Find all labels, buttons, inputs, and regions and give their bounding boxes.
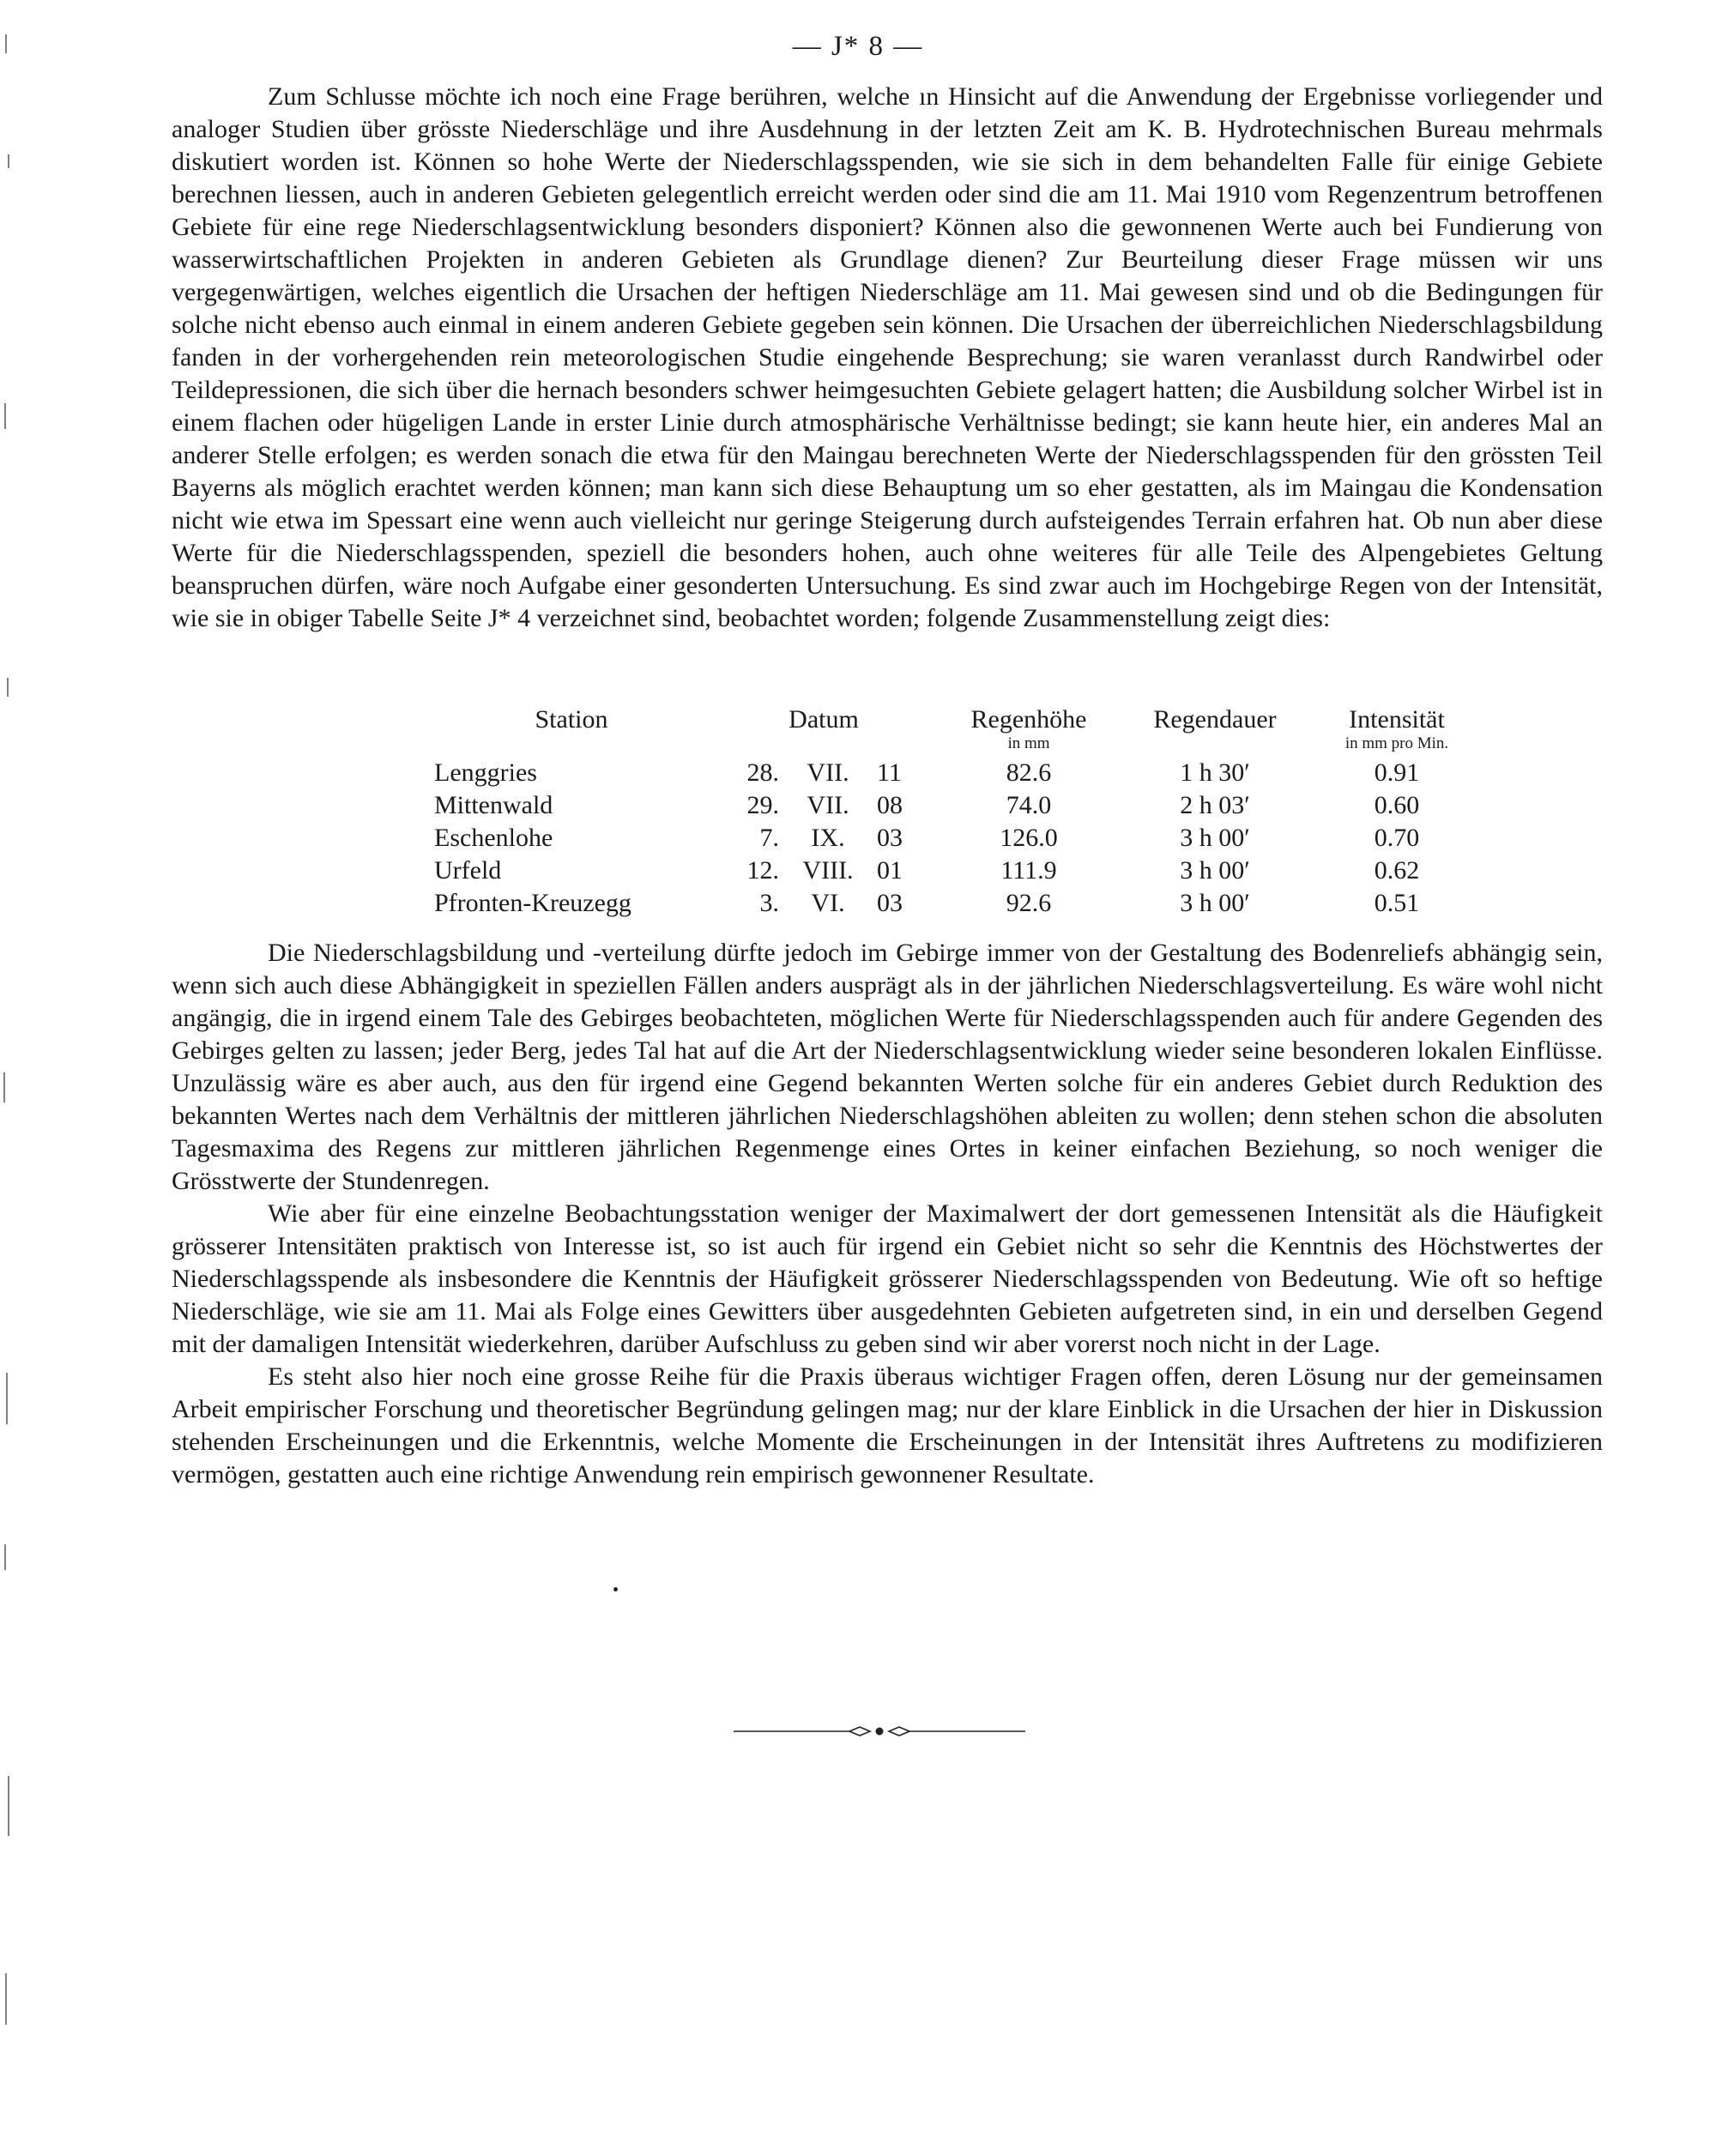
header-intensity: Intensität bbox=[1349, 705, 1445, 734]
date-month: VII. bbox=[807, 758, 849, 787]
station-name: Eschenlohe bbox=[434, 824, 553, 852]
header-height: Regenhöhe bbox=[970, 705, 1087, 734]
rain-duration: 3 h 00′ bbox=[1180, 889, 1250, 917]
header-station: Station bbox=[535, 705, 608, 734]
units-intensity: in mm pro Min. bbox=[1344, 734, 1449, 752]
date-year: 03 bbox=[877, 824, 903, 852]
date-month: VI. bbox=[811, 889, 845, 917]
date-month: VIII. bbox=[802, 856, 854, 885]
table-row bbox=[429, 820, 1488, 853]
station-intensity-table bbox=[429, 702, 1488, 918]
end-ornament bbox=[734, 1725, 1025, 1737]
page-number: — J* 8 — bbox=[792, 31, 924, 62]
date-year: 03 bbox=[877, 889, 903, 917]
rain-height: 74.0 bbox=[1006, 791, 1052, 819]
rain-intensity: 0.51 bbox=[1374, 889, 1420, 917]
date-year: 01 bbox=[877, 856, 903, 885]
header-duration: Regendauer bbox=[1153, 705, 1277, 734]
date-day: 7. bbox=[759, 824, 779, 852]
units-empty bbox=[714, 734, 934, 755]
rain-duration: 1 h 30′ bbox=[1180, 758, 1250, 787]
paragraph: Zum Schlusse möchte ich noch eine Frage berühren, welche ın Hinsicht auf die Anwendung der Ergebnisse vorliegender und analoger Studien über grösste Niederschläge und ihre Ausdehnung in der letzten Zeit am K. B. Hydrotechnischen Bureau mehrmals diskutiert worden ist. Können so hohe Werte der Niederschlagsspenden, wie sie sich in dem behandelten Falle für einige Gebiete berechnen liessen, auch in anderen Gebieten gelegentlich erreicht werden oder sind die am 11. Mai 1910 vom Regenzentrum betroffenen Gebiete für eine rege Niederschlagsentwicklung besonders disponiert? Können also die gewonnenen Werte auch bei Fundierung von wasserwirtschaftlichen Projekten in anderen Gebieten als Grundlage dienen? Zur Beurteilung dieser Frage müssen wir uns vergegenwärtigen, welches eigentlich die Ursachen der heftigen Niederschläge am 11. Mai gewesen sind und ob die Bedingungen für solche nicht ebenso auch einmal in einem anderen Gebiete gegeben sein können. Die Ursachen der überreichlichen Niederschlagsbildung fanden in der vorhergehenden rein meteorologischen Studie eingehende Besprechung; sie waren veranlasst durch Randwirbel oder Teildepressionen, die sich über die hernach besonders schwer heimgesuchten Gebiete gelagert hatten; die Ausbildung solcher Wirbel ist in einem flachen oder hügeligen Lande in erster Linie durch atmosphärische Verhältnisse bedingt; sie kann heute hier, ein anderes Mal an anderer Stelle erfolgen; es werden sonach die etwa für den Maingau berechneten Werte der Niederschlagsspenden für den grössten Teil Bayerns als möglich erachtet werden können; man kann sich diese Behauptung um so eher gestatten, als im Maingau die Kondensation nicht wie etwa im Spessart eine wenn auch vielleicht nur geringe Steigerung durch aufsteigendes Terrain erfahren hat. Ob nun aber diese Werte für die Niederschlagsspenden, speziell die besonders hohen, auch ohne weiteres für alle Teile des Alpengebietes Geltung beanspruchen dürfen, wäre noch Aufgabe einer gesonderten Untersuchung. Es sind zwar auch im Hochgebirge Regen von der Intensität, wie sie in obiger Tabelle Seite J* 4 verzeichnet sind, beobachtet worden; folgende Zusammenstellung zeigt dies: bbox=[172, 82, 1603, 632]
date-day: 3. bbox=[759, 889, 779, 917]
station-name: Lenggries bbox=[434, 758, 537, 787]
table-row bbox=[429, 853, 1488, 885]
body-text-bottom bbox=[172, 937, 1603, 1491]
header-date: Datum bbox=[789, 705, 859, 734]
rain-height: 92.6 bbox=[1006, 889, 1052, 917]
rain-intensity: 0.70 bbox=[1374, 824, 1420, 852]
units-height: in mm bbox=[1007, 734, 1050, 752]
station-name: Pfronten-Kreuzegg bbox=[434, 889, 631, 917]
date-day: 12. bbox=[746, 856, 779, 885]
rain-duration: 3 h 00′ bbox=[1180, 856, 1250, 885]
rain-height: 126.0 bbox=[1000, 824, 1058, 852]
rain-duration: 2 h 03′ bbox=[1180, 791, 1250, 819]
table-row bbox=[429, 755, 1488, 788]
rain-intensity: 0.60 bbox=[1374, 791, 1420, 819]
rain-intensity: 0.62 bbox=[1374, 856, 1420, 885]
body-text-top bbox=[172, 81, 1603, 700]
table-units-row bbox=[429, 734, 1488, 755]
date-month: IX. bbox=[811, 824, 845, 852]
table-row bbox=[429, 788, 1488, 820]
paragraph: Die Niederschlagsbildung und -verteilung dürfte jedoch im Gebirge immer von der Gestaltung des Bodenreliefs abhängig sein, wenn sich auch diese Abhängigkeit in speziellen Fällen anders ausprägt als in der jährlichen Niederschlagsverteilung. Es wäre wohl nicht angängig, die in irgend einem Tale des Gebirges beobachteten, möglichen Werte für Niederschlagsspenden auch für andere Gegenden des Gebirges gelten zu lassen; jeder Berg, jedes Tal hat auf die Art der Niederschlagsentwicklung wieder seine besonderen lokalen Einflüsse. Unzulässig wäre es aber auch, aus den für irgend eine Gegend bekannten Werten solche für ein anderes Gebiet durch Reduktion des bekannten Wertes nach dem Verhältnis der mittleren jährlichen Niederschlagshöhen ableiten zu wollen; denn stehen schon die absoluten Tagesmaxima des Regens zur mittleren jährlichen Regenmenge eines Ortes in keiner einfachen Beziehung, so noch weniger die Grösstwerte der Stundenregen. bbox=[172, 939, 1603, 1195]
scanned-page-edge bbox=[0, 0, 15, 2156]
rain-height: 111.9 bbox=[1000, 856, 1057, 885]
rain-intensity: 0.91 bbox=[1374, 758, 1420, 787]
date-year: 08 bbox=[877, 791, 903, 819]
date-day: 29. bbox=[746, 791, 779, 819]
rain-height: 82.6 bbox=[1006, 758, 1052, 787]
date-day: 28. bbox=[746, 758, 779, 787]
table-row bbox=[429, 885, 1488, 918]
station-name: Mittenwald bbox=[434, 791, 553, 819]
paragraph: Wie aber für eine einzelne Beobachtungsstation weniger der Maximalwert der dort gemessenen Intensität als die Häufigkeit grösserer Intensitäten praktisch von Interesse ist, so ist auch für irgend ein Gebiet nicht so sehr die Kenntnis des Höchstwertes der Niederschlagsspende als insbesondere die Kenntnis der Häufigkeit grösserer Niederschlagsspenden von Bedeutung. Wie oft so heftige Niederschläge, wie sie am 11. Mai als Folge eines Gewitters über ausgedehnten Gebieten aufgetreten sind, in ein und derselben Gegend mit der damaligen Intensität wiederkehren, darüber Aufschluss zu geben sind wir aber vorerst noch nicht in der Lage. bbox=[172, 1199, 1603, 1358]
units-empty bbox=[429, 734, 714, 755]
rainfall-table bbox=[172, 702, 1603, 918]
paragraph: Es steht also hier noch eine grosse Reihe für die Praxis überaus wichtiger Fragen offen, deren Lösung nur der gemeinsamen Arbeit empirischer Forschung und theoretischer Begründung gelingen mag; nur der klare Einblick in die Ursachen der hier in Diskussion stehenden Erscheinungen und die Erkenntnis, welche Momente die Erscheinungen in der Intensität ihres Auftretens zu modifizieren vermögen, gestatten auch eine richtige Anwendung rein empirisch gewonnener Resultate. bbox=[172, 1362, 1603, 1489]
date-month: VII. bbox=[807, 791, 849, 819]
station-name: Urfeld bbox=[434, 856, 502, 885]
ink-speck bbox=[613, 1587, 618, 1591]
table-header-row bbox=[429, 702, 1488, 734]
date-year: 11 bbox=[877, 758, 902, 787]
rain-duration: 3 h 00′ bbox=[1180, 824, 1250, 852]
units-empty bbox=[1124, 734, 1306, 755]
